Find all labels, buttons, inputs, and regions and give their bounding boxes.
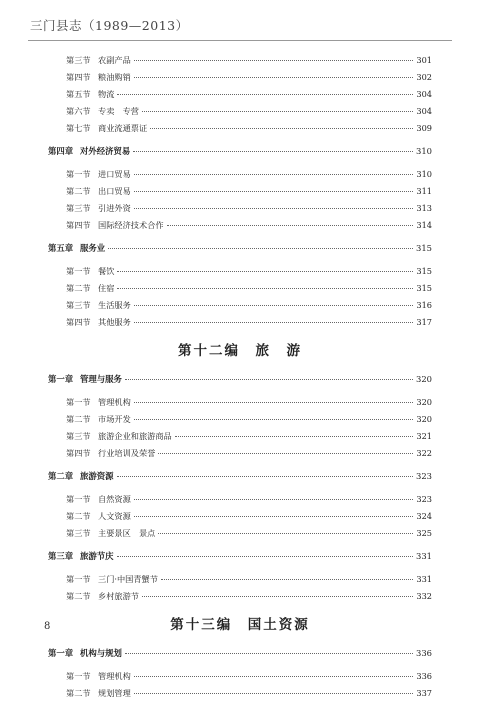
dot-leader: [134, 692, 414, 694]
entry-title: 旅游节庆: [80, 551, 114, 561]
toc-chapter-entry[interactable]: [0, 371, 480, 388]
entry-page-number: 323: [416, 494, 432, 504]
entry-page-number: 320: [416, 374, 432, 384]
toc-section-entry[interactable]: [0, 200, 480, 217]
entry-number: 第二节: [66, 591, 91, 601]
toc-section-entry[interactable]: [0, 668, 480, 685]
dot-leader: [117, 287, 413, 289]
entry-title: 管理与服务: [80, 374, 122, 384]
dot-leader: [125, 652, 413, 654]
dot-leader: [134, 401, 414, 403]
entry-title: 主要景区 景点: [98, 528, 156, 538]
entry-title: 商业流通票证: [98, 123, 148, 133]
entry-page-number: 336: [416, 648, 432, 658]
toc-section-entry[interactable]: [0, 588, 480, 605]
entry-number: 第四节: [66, 448, 91, 458]
entry-number: 第三节: [66, 300, 91, 310]
entry-number: 第一节: [66, 671, 91, 681]
entry-number: 第五章: [48, 243, 74, 253]
entry-title: 对外经济贸易: [80, 146, 131, 156]
dot-leader: [142, 110, 413, 112]
entry-page-number: 324: [416, 511, 432, 521]
entry-title: 乡村旅游节: [98, 591, 139, 601]
dot-leader: [134, 418, 414, 420]
entry-title: 粮油购销: [98, 72, 131, 82]
entry-title: 国际经济技术合作: [98, 220, 164, 230]
entry-title: 物流: [98, 89, 115, 99]
entry-page-number: 309: [416, 123, 432, 133]
entry-page-number: 304: [416, 106, 432, 116]
entry-page-number: 323: [416, 471, 432, 481]
entry-title: 管理机构: [98, 671, 131, 681]
entry-page-number: 310: [416, 169, 432, 179]
toc-chapter-entry[interactable]: [0, 645, 480, 662]
page-number: 8: [44, 621, 51, 632]
toc-section-entry[interactable]: [0, 685, 480, 702]
entry-title: 其他服务: [98, 317, 131, 327]
dot-leader: [134, 59, 414, 61]
dot-leader: [133, 150, 413, 152]
dot-leader: [134, 207, 414, 209]
entry-page-number: 325: [416, 528, 432, 538]
toc-section-entry[interactable]: [0, 217, 480, 234]
entry-page-number: 313: [416, 203, 432, 213]
dot-leader: [117, 475, 414, 477]
dot-leader: [134, 190, 414, 192]
dot-leader: [134, 76, 414, 78]
entry-number: 第四章: [48, 146, 74, 156]
toc-chapter-entry[interactable]: [0, 240, 480, 257]
entry-number: 第二节: [66, 186, 91, 196]
entry-title: 服务业: [80, 243, 106, 253]
entry-page-number: 315: [416, 266, 432, 276]
entry-title: 住宿: [98, 283, 115, 293]
toc-section-entry[interactable]: [0, 297, 480, 314]
entry-number: 第三节: [66, 203, 91, 213]
entry-title: 规划管理: [98, 688, 131, 698]
entry-page-number: 310: [416, 146, 432, 156]
toc-section-entry[interactable]: [0, 52, 480, 69]
entry-number: 第七节: [66, 123, 91, 133]
dot-leader: [158, 452, 413, 454]
entry-title: 出口贸易: [98, 186, 131, 196]
toc-section-entry[interactable]: [0, 263, 480, 280]
entry-title: 人文资源: [98, 511, 131, 521]
entry-page-number: 321: [416, 431, 432, 441]
entry-number: 第三章: [48, 551, 74, 561]
dot-leader: [150, 127, 413, 129]
dot-leader: [175, 435, 414, 437]
dot-leader: [167, 224, 414, 226]
entry-number: 第一章: [48, 648, 74, 658]
entry-number: 第一节: [66, 397, 91, 407]
entry-number: 第五节: [66, 89, 91, 99]
entry-number: 第四节: [66, 317, 91, 327]
dot-leader: [117, 270, 413, 272]
dot-leader: [134, 498, 414, 500]
toc-section-entry[interactable]: [0, 69, 480, 86]
toc-section-entry[interactable]: [0, 86, 480, 103]
entry-page-number: 320: [416, 397, 432, 407]
entry-number: 第三节: [66, 528, 91, 538]
entry-page-number: 331: [416, 574, 432, 584]
entry-title: 机构与规划: [80, 648, 122, 658]
entry-title: 专卖 专营: [98, 106, 139, 116]
entry-page-number: 311: [416, 186, 432, 196]
toc-section-entry[interactable]: [0, 280, 480, 297]
dot-leader: [142, 595, 413, 597]
entry-title: 餐饮: [98, 266, 115, 276]
toc-section-entry[interactable]: [0, 428, 480, 445]
entry-title: 自然资源: [98, 494, 131, 504]
toc-section-entry[interactable]: [0, 166, 480, 183]
part-heading: 第十二编 旅 游: [178, 343, 302, 359]
part-heading: 第十三编 国土资源: [170, 617, 310, 633]
entry-title: 管理机构: [98, 397, 131, 407]
entry-number: 第二章: [48, 471, 74, 481]
entry-title: 市场开发: [98, 414, 131, 424]
dot-leader: [108, 247, 413, 249]
dot-leader: [134, 173, 414, 175]
header-rule: [28, 40, 452, 41]
toc-chapter-entry[interactable]: [0, 468, 480, 485]
toc-section-entry[interactable]: [0, 314, 480, 331]
table-of-contents: [0, 52, 480, 702]
toc-section-entry[interactable]: [0, 120, 480, 137]
dot-leader: [158, 532, 413, 534]
entry-number: 第二节: [66, 414, 91, 424]
entry-title: 农副产品: [98, 55, 131, 65]
entry-number: 第二节: [66, 511, 91, 521]
toc-section-entry[interactable]: [0, 445, 480, 462]
entry-number: 第四节: [66, 220, 91, 230]
entry-number: 第三节: [66, 431, 91, 441]
entry-title: 旅游资源: [80, 471, 114, 481]
entry-number: 第三节: [66, 55, 91, 65]
entry-title: 生活服务: [98, 300, 131, 310]
entry-page-number: 317: [416, 317, 432, 327]
toc-section-entry[interactable]: [0, 508, 480, 525]
entry-page-number: 316: [416, 300, 432, 310]
running-header: 三门县志（1989—2013）: [30, 18, 189, 33]
entry-number: 第一节: [66, 169, 91, 179]
dot-leader: [134, 304, 414, 306]
entry-number: 第一节: [66, 266, 91, 276]
toc-section-entry[interactable]: [0, 183, 480, 200]
toc-section-entry[interactable]: [0, 571, 480, 588]
toc-section-entry[interactable]: [0, 411, 480, 428]
entry-page-number: 332: [416, 591, 432, 601]
entry-page-number: 320: [416, 414, 432, 424]
toc-chapter-entry[interactable]: [0, 548, 480, 565]
dot-leader: [117, 93, 413, 95]
dot-leader: [134, 675, 414, 677]
dot-leader: [134, 321, 414, 323]
entry-page-number: 337: [416, 688, 432, 698]
entry-number: 第一章: [48, 374, 74, 384]
entry-number: 第一节: [66, 574, 91, 584]
dot-leader: [161, 578, 413, 580]
entry-title: 进口贸易: [98, 169, 131, 179]
entry-page-number: 301: [416, 55, 432, 65]
entry-page-number: 315: [416, 243, 432, 253]
toc-chapter-entry[interactable]: [0, 143, 480, 160]
entry-page-number: 304: [416, 89, 432, 99]
entry-title: 三门·中国青蟹节: [98, 574, 158, 584]
entry-page-number: 315: [416, 283, 432, 293]
toc-section-entry[interactable]: [0, 491, 480, 508]
dot-leader: [117, 555, 414, 557]
entry-title: 引进外资: [98, 203, 131, 213]
entry-number: 第二节: [66, 688, 91, 698]
entry-number: 第六节: [66, 106, 91, 116]
entry-title: 旅游企业和旅游商品: [98, 431, 172, 441]
dot-leader: [125, 378, 413, 380]
entry-number: 第二节: [66, 283, 91, 293]
entry-page-number: 314: [416, 220, 432, 230]
toc-section-entry[interactable]: [0, 394, 480, 411]
entry-page-number: 331: [416, 551, 432, 561]
entry-number: 第一节: [66, 494, 91, 504]
entry-title: 行业培训及荣誉: [98, 448, 156, 458]
entry-page-number: 322: [416, 448, 432, 458]
entry-page-number: 336: [416, 671, 432, 681]
entry-number: 第四节: [66, 72, 91, 82]
dot-leader: [134, 515, 414, 517]
toc-section-entry[interactable]: [0, 103, 480, 120]
entry-page-number: 302: [416, 72, 432, 82]
toc-section-entry[interactable]: [0, 525, 480, 542]
